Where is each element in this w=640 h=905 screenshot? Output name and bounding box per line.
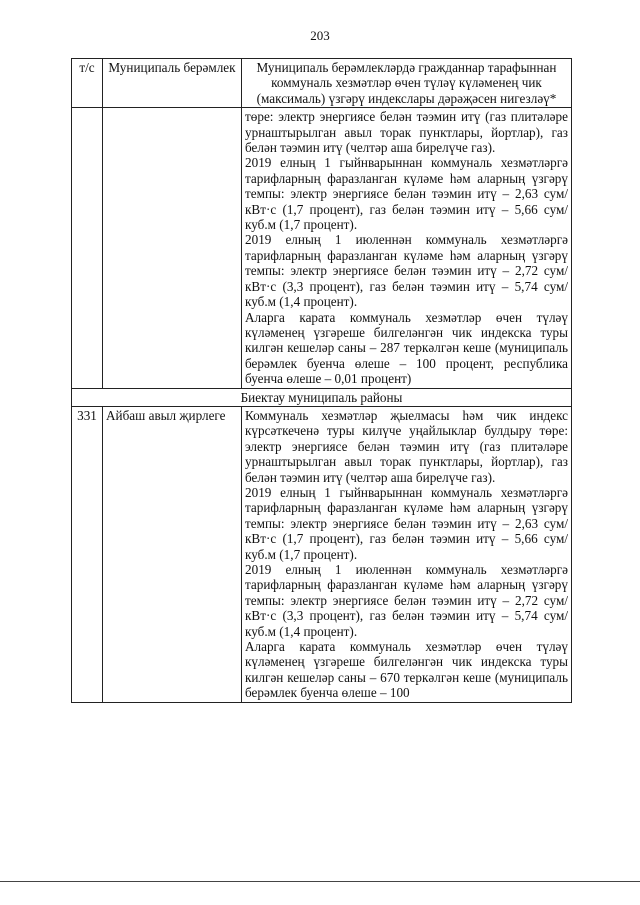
district-heading: Биектау муниципаль районы: [72, 388, 572, 406]
page-bottom-rule: [0, 881, 640, 882]
continued-text-cell: [242, 108, 572, 388]
table-row-continued: [72, 108, 572, 388]
row-municipality-name: Айбаш авыл җирлеге: [103, 406, 242, 702]
page-number: 203: [310, 28, 330, 43]
table-row-331: [72, 406, 572, 702]
row-num: 331: [72, 406, 103, 702]
paragraph: Коммуналь хезмәтләр җыелмасы һәм чик индекс күрсәткеченә туры килүче уңайлыклар булдыру төре: электр энергиясе белән тәэмин итү (газ плитәләре урнаштырылган авыл торак пунктлары, йортлар), газ белән тәэмин итү (челтәр аша бирелүче газ).: [245, 407, 568, 485]
district-heading-row: [72, 388, 572, 406]
table-header-row: [72, 59, 572, 108]
header-municipality: Муниципаль берәмлек: [103, 59, 242, 108]
paragraph: 2019 елның 1 гыйнварыннан коммуналь хезмәтләргә тарифларның фаразланган күләме һәм аларның үзгәрү темпы: электр энергиясе белән тәэмин итү – 2,63 сум/кВт·с (1,7 процент), газ белән тәэмин итү – 5,66 сум/куб.м (1,7 процент).: [245, 155, 568, 233]
paragraph: төре: электр энергиясе белән тәэмин итү (газ плитәләре урнаштырылган авыл торак пунктлары, йортлар), газ белән тәэмин итү (челтәр аша бирелүче газ).: [245, 109, 568, 156]
paragraph: 2019 елның 1 гыйнварыннан коммуналь хезмәтләргә тарифларның фаразланган күләме һәм аларның үзгәрү темпы: электр энергиясе белән тәэмин итү – 2,63 сум/кВт·с (1,7 процент), газ белән тәэмин итү – 5,66 сум/куб.м (1,7 процент).: [245, 484, 568, 562]
paragraph: 2019 елның 1 июленнән коммуналь хезмәтләргә тарифларның фаразланган күләме һәм аларның үзгәрү темпы: электр энергиясе белән тәэмин итү – 2,72 сум/кВт·с (3,3 процент), газ белән тәэмин итү – 5,74 сум/куб.м (1,4 процент).: [245, 232, 568, 310]
continued-num-cell: [72, 108, 103, 388]
paragraph: 2019 елның 1 июленнән коммуналь хезмәтләргә тарифларның фаразланган күләме һәм аларның үзгәрү темпы: электр энергиясе белән тәэмин итү – 2,72 сум/кВт·с (3,3 процент), газ белән тәэмин итү – 5,74 сум/куб.м (1,4 процент).: [245, 562, 568, 639]
tariff-index-table: [71, 58, 572, 703]
paragraph: Аларга карата коммуналь хезмәтләр өчен түләү күләменең үзгәреше билгеләнгән чик индекска туры килгән кешеләр саны – 670 теркәлгән кеше (муниципаль берәмлек буенча өлеше – 100: [245, 639, 568, 701]
header-num: т/с: [72, 59, 103, 108]
paragraph: Аларга карата коммуналь хезмәтләр өчен түләү күләменең үзгәреше билгеләнгән чик индекска туры килгән кешеләр саны – 287 теркәлгән кеше (муниципаль берәмлек буенча өлеше – 100 процент, республика буенча өлеше – 0,01 процент): [245, 309, 568, 387]
header-justification: Муниципаль берәмлекләрдә гражданнар тарафыннан коммуналь хезмәтләр өчен түләү күләменең чик (максималь) үзгәрү индекслары дәрәҗәсен нигезләү*: [242, 59, 572, 108]
continued-name-cell: [103, 108, 242, 388]
row-text-cell: [242, 406, 572, 702]
